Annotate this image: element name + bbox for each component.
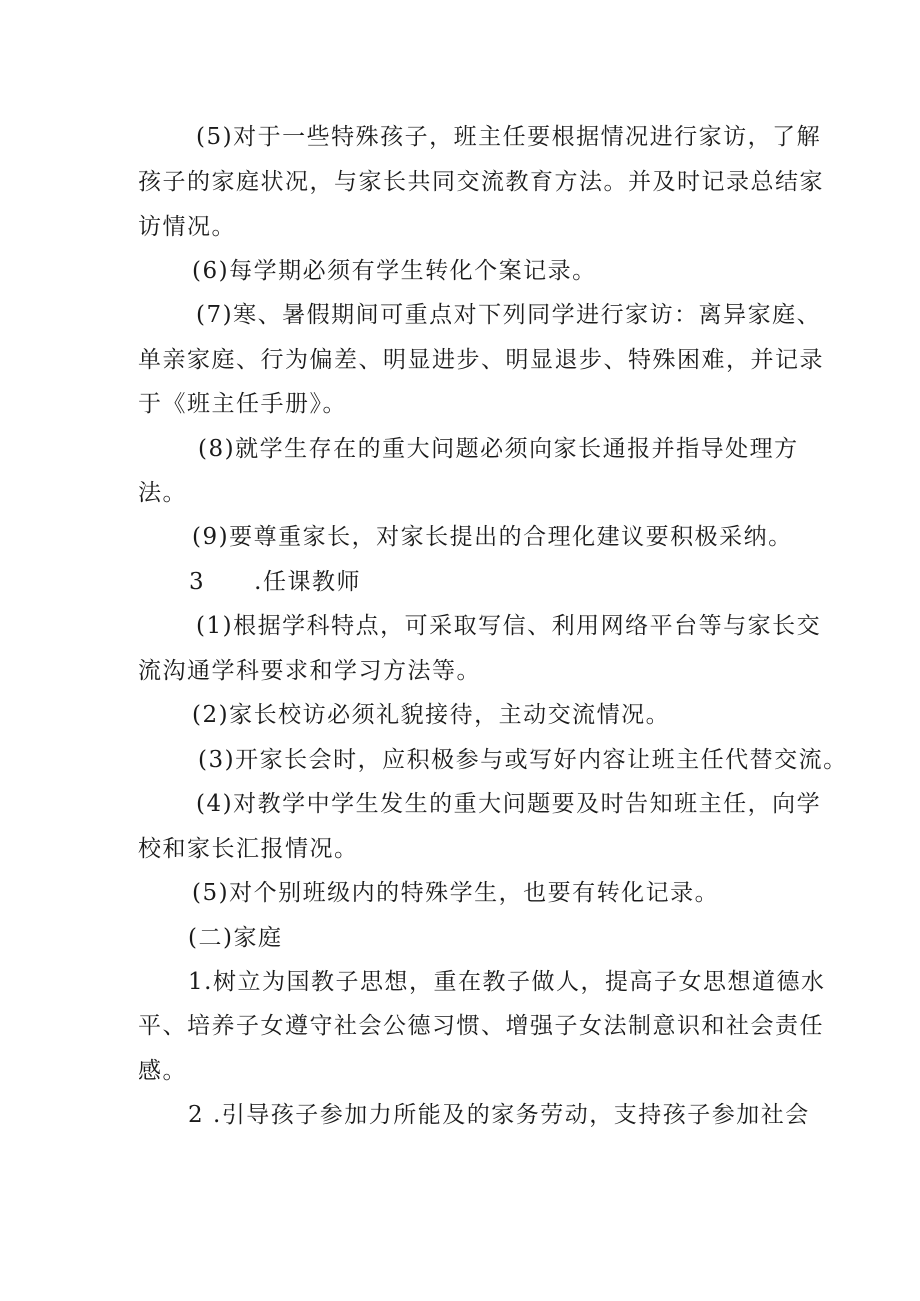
text-line: (3)开家长会时，应积极参与或写好内容让班主任代替交流。 <box>198 747 848 773</box>
text-line: (8)就学生存在的重大问题必须向家长通报并指导处理方 <box>198 436 799 462</box>
text-line: 校和家长汇报情况。 <box>138 836 359 862</box>
text-line: (5)对于一些特殊孩子，班主任要根据情况进行家访，了解 <box>196 124 822 150</box>
text-line: 于《班主任手册》。 <box>138 391 347 417</box>
text-line: (7)寒、暑假期间可重点对下列同学进行家访：离异家庭、 <box>196 302 822 328</box>
text-line: 访情况。 <box>138 214 236 240</box>
text-line: 单亲家庭、行为偏差、明显进步、明显退步、特殊困难，并记录 <box>138 347 824 373</box>
text-line: 法。 <box>138 480 187 506</box>
section-heading: (二)家庭 <box>188 925 283 951</box>
text-line: (1)根据学科特点，可采取写信、利用网络平台等与家长交 <box>196 613 822 639</box>
text-line: 2 .引导孩子参加力所能及的家务劳动，支持孩子参加社会 <box>188 1102 810 1128</box>
text-line: (6)每学期必须有学生转化个案记录。 <box>192 258 597 284</box>
text-line: 平、培养子女遵守社会公德习惯、增强子女法制意识和社会责任 <box>138 1013 824 1039</box>
text-line: (4)对教学中学生发生的重大问题要及时告知班主任，向学 <box>196 791 822 817</box>
text-line: (2)家长校访必须礼貌接待，主动交流情况。 <box>192 702 671 728</box>
section-heading: 3 .任课教师 <box>189 569 361 595</box>
text-line: 1.树立为国教子思想，重在教子做人，提高子女思想道德水 <box>188 969 826 995</box>
text-line: (5)对个别班级内的特殊学生，也要有转化记录。 <box>192 880 720 906</box>
text-line: (9)要尊重家长，对家长提出的合理化建议要积极采纳。 <box>192 524 793 550</box>
text-line: 感。 <box>138 1058 187 1084</box>
text-line: 孩子的家庭状况，与家长共同交流教育方法。并及时记录总结家 <box>138 169 824 195</box>
text-line: 流沟通学科要求和学习方法等。 <box>138 658 481 684</box>
